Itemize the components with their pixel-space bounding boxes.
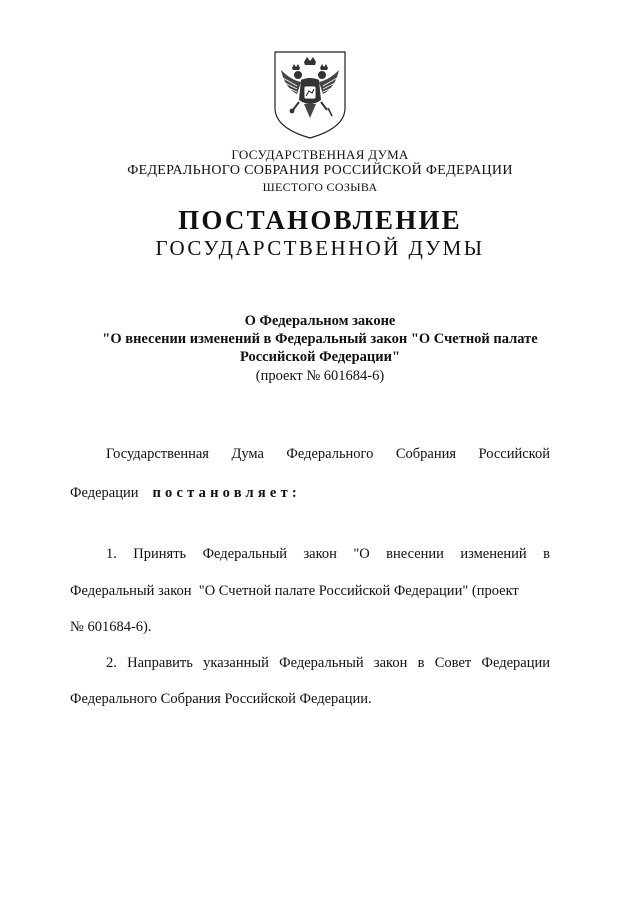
- law-heading-line2: "О внесении изменений в Федеральный закон "О Счетной палате: [102, 331, 538, 347]
- point2-line2: Федерального Собрания Российской Федерации.: [70, 691, 372, 707]
- point1-line2: Федеральный закон "О Счетной палате Российской Федерации" (проект: [70, 583, 519, 599]
- point1-word: 1.: [106, 546, 117, 562]
- point1-line3: № 601684-6).: [70, 619, 152, 635]
- preamble-word: Федерального: [286, 446, 374, 462]
- point2-word: Федеральный: [279, 655, 364, 671]
- point2-word: Направить: [127, 655, 193, 671]
- preamble-word: Российской: [478, 446, 550, 462]
- point2-word: закон: [373, 655, 408, 671]
- point1-word: изменений: [460, 546, 527, 562]
- point1-word: закон: [303, 546, 337, 562]
- law-draft-number: (проект № 601684-6): [255, 368, 385, 384]
- header-line-convocation: ШЕСТОГО СОЗЫВА: [262, 180, 378, 194]
- preamble-word: Собрания: [395, 446, 457, 462]
- point2-word: указанный: [203, 655, 269, 671]
- preamble-federation: Федерации: [70, 485, 139, 501]
- point1-word: внесении: [386, 546, 444, 562]
- preamble-resolves: постановляет:: [152, 485, 301, 501]
- point1-word: "О: [353, 546, 370, 562]
- point1-word: в: [543, 546, 550, 562]
- header-line-federal-assembly: ФЕДЕРАЛЬНОГО СОБРАНИЯ РОССИЙСКОЙ ФЕДЕРАЦИИ: [127, 163, 513, 178]
- law-heading-line3: Российской Федерации": [239, 349, 401, 365]
- point2-line1: [106, 654, 550, 672]
- law-heading-line1: О Федеральном законе: [244, 313, 396, 329]
- point2-word: Федерации: [481, 655, 550, 671]
- preamble-line1: [106, 445, 550, 463]
- preamble-line2: [70, 484, 550, 502]
- document-subtitle: ГОСУДАРСТВЕННОЙ ДУМЫ: [155, 236, 485, 260]
- document-title: ПОСТАНОВЛЕНИЕ: [178, 205, 462, 235]
- point2-word: Совет: [434, 655, 472, 671]
- point2-word: в: [417, 655, 425, 671]
- point1-word: Принять: [133, 546, 187, 562]
- point1-line1: [106, 545, 550, 563]
- point2-word: 2.: [106, 655, 117, 671]
- russian-coat-of-arms-icon: [271, 48, 349, 140]
- preamble-word: Дума: [231, 446, 264, 462]
- preamble-word: Государственная: [106, 446, 209, 462]
- point1-word: Федеральный: [202, 546, 288, 562]
- header-line-duma: ГОСУДАРСТВЕННАЯ ДУМА: [231, 147, 409, 162]
